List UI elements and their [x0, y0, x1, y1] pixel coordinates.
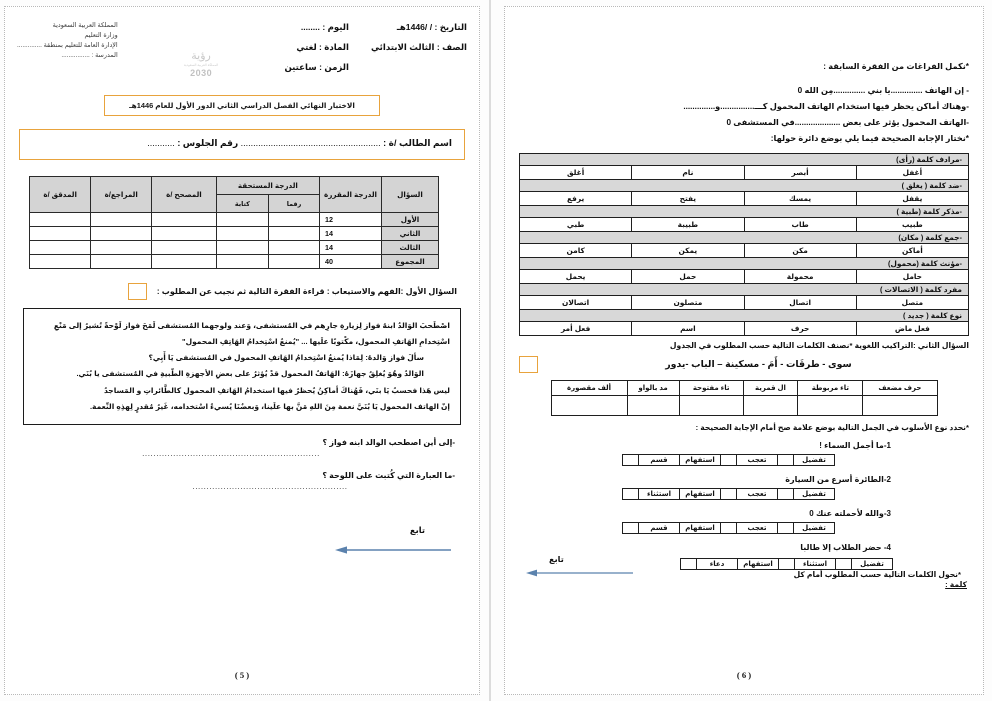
grades-table-body [30, 213, 439, 269]
style-option[interactable]: تفضيل [851, 558, 893, 570]
sub-question-1-answer-line[interactable]: ............................................................... [142, 448, 320, 458]
vocab-option[interactable]: فعل ماض [856, 321, 968, 335]
vocab-option[interactable]: اتصالان [520, 295, 632, 309]
table-row [520, 153, 969, 165]
vocab-option[interactable]: مكن [744, 243, 856, 257]
vocab-option[interactable]: نام [632, 165, 744, 179]
student-name-label: اسم الطالب /ة : [380, 138, 452, 148]
ministry-line-school: المدرسة : ................ [61, 51, 118, 59]
style-option-tick[interactable] [777, 488, 794, 500]
classify-table [551, 380, 938, 416]
style-option[interactable]: تعجب [736, 488, 778, 500]
vocab-option[interactable]: أغلق [520, 165, 632, 179]
fill-blank-line-1[interactable]: - إن الهاتف ..............يا بني ..............مِن الله 0 [797, 85, 969, 95]
grades-header-row [30, 177, 439, 195]
ministry-line-directorate: الإدارة العامة للتعليم بمنطقة .............. [17, 41, 118, 49]
question-one-score-box[interactable] [128, 283, 147, 300]
fill-blanks-block [519, 59, 969, 147]
style-option-tick[interactable] [622, 488, 639, 500]
page-gutter [489, 0, 491, 701]
row-reviewer[interactable] [91, 227, 152, 241]
field-empty [371, 62, 467, 73]
ministry-line-ministry: وزارة التعليم [84, 31, 118, 39]
row-earned-numeric[interactable] [268, 213, 319, 227]
style-option[interactable]: قسم [638, 454, 680, 466]
style-options-row [519, 522, 969, 534]
row-label: الأول [382, 213, 439, 227]
row-label: الثاني [382, 227, 439, 241]
row-corrector[interactable] [152, 241, 217, 255]
student-name-dots[interactable]: ........................................................ [240, 138, 381, 148]
vocab-label: -ضد كلمة ( يغلق ) [520, 179, 969, 191]
reading-passage [23, 308, 461, 425]
table-row [520, 257, 969, 269]
style-option-tick[interactable] [680, 558, 697, 570]
row-label: المجموع [382, 255, 439, 269]
vocab-label: -مرادف كلمة (رأى) [520, 153, 969, 165]
row-assigned-mark: 40 [320, 255, 382, 269]
vocab-option[interactable]: متصلون [632, 295, 744, 309]
style-option-tick[interactable] [622, 522, 639, 534]
vision-logo-year: 2030 [190, 67, 213, 78]
classify-col-5: ألف مقصورة [551, 380, 627, 395]
classify-col-3: تاء مفتوحة [679, 380, 743, 395]
style-question-text: 3-والله لأحملته عنك 0 [809, 508, 891, 518]
vocab-label: -مؤنث كلمة (محمول) [520, 257, 969, 269]
table-row [520, 165, 969, 179]
table-row [30, 255, 439, 269]
row-earned-numeric[interactable] [268, 255, 319, 269]
table-row [520, 295, 969, 309]
vocab-option[interactable]: يفتح [632, 191, 744, 205]
col-earned-numeric: رقما [268, 195, 319, 213]
classify-col-2: ال قمرية [743, 380, 798, 395]
style-option-tick[interactable] [720, 522, 737, 534]
style-option-tick[interactable] [777, 454, 794, 466]
classify-answer-cell[interactable] [743, 395, 798, 415]
style-option[interactable]: استثناء [638, 488, 680, 500]
passage-line: اسْتِخدامِ الهَاتفِ المحمول، مكْتوبًا علَيها ... "يُمنعُ اسْتِخدامُ الهَاتِفِ المحمول" [182, 337, 450, 347]
vocab-option[interactable]: فعل أمر [520, 321, 632, 335]
style-option[interactable]: تفضيل [793, 454, 835, 466]
arrow-left-icon [525, 567, 635, 579]
vocab-option[interactable]: يمكن [632, 243, 744, 257]
row-earned-numeric[interactable] [268, 227, 319, 241]
table-row [520, 283, 969, 295]
style-option-tick[interactable] [777, 522, 794, 534]
vocab-label: -جمع كلمة ( مكان) [520, 231, 969, 243]
classify-col-4: مد بالواو [627, 380, 679, 395]
row-assigned-mark: 12 [320, 213, 382, 227]
continue-arrow-left-wrap [17, 543, 467, 561]
row-auditor[interactable] [30, 227, 91, 241]
row-reviewer[interactable] [91, 241, 152, 255]
style-option-tick[interactable] [835, 558, 852, 570]
vocab-option[interactable]: متصل [856, 295, 968, 309]
classify-col-1: تاء مربوطة [798, 380, 863, 395]
table-row [30, 241, 439, 255]
classify-table-head [551, 380, 937, 395]
row-earned-written[interactable] [216, 255, 268, 269]
vocab-option[interactable]: حامل [856, 269, 968, 283]
field-date: التاريخ : / /1446هـ [396, 22, 467, 32]
page-header [17, 17, 467, 89]
passage-line: سألَ فواز وَالدهُ: لِمَاذا يُمنعُ اسْتِخدامُ الهَاتفِ المحمول في المُستشفى يَا أَبِي؟ [148, 353, 424, 363]
vocab-label: نوع كلمة ( جديد ) [520, 309, 969, 321]
style-option-tick[interactable] [778, 558, 795, 570]
vision-logo-mark: رؤية [191, 49, 211, 62]
vocab-option[interactable]: يقفل [856, 191, 968, 205]
arrow-left-icon [333, 544, 453, 556]
fill-blanks-head: *نكمل الفراغات من الفقرة السابقة : [823, 62, 969, 71]
vocab-option[interactable]: يرفع [520, 191, 632, 205]
row-corrector[interactable] [152, 213, 217, 227]
transform-word-label: كلمة : [945, 579, 967, 589]
exam-page-6 [504, 6, 984, 695]
vocab-option[interactable]: أبصر [744, 165, 856, 179]
col-assigned: الدرجة المقررة [320, 177, 382, 213]
vocab-option[interactable]: اتصال [744, 295, 856, 309]
exam-page-5 [4, 6, 480, 695]
exam-title-banner: الاختبار النهائي الفصل الدراسي الثاني الدور الأول للعام 1446هـ [104, 95, 380, 116]
classify-answer-cell[interactable] [627, 395, 679, 415]
sub-question-1: -إلى أين اصطحب الوالد ابنه فواز ؟ [322, 437, 455, 447]
col-earned-written: كتابة [216, 195, 268, 213]
style-option-tick[interactable] [720, 454, 737, 466]
vocab-option[interactable]: كامن [520, 243, 632, 257]
field-day: اليوم : ........ [300, 22, 349, 32]
style-question-text: 2-الطائرة أسرع من السيارة [785, 474, 891, 484]
question-one-title: السؤال الأول :الفهم والاستيعاب : قراءة الفقرة التالية ثم نجيب عن المطلوب : [156, 287, 457, 296]
row-label: الثالث [382, 241, 439, 255]
fill-blank-line-2[interactable]: -وهناك أماكن يحظر فيها استخدام الهاتف المحمول كـــ...............و.............. [683, 101, 969, 111]
table-row [520, 321, 969, 335]
seat-number-dots[interactable]: ........... [147, 138, 175, 148]
table-row [520, 179, 969, 191]
passage-line: الوَالدُ وهُوَ يُغلِقُ جهازَهُ: الهَاتفُ المحمول قدْ يُؤثرُ على بعضِ الأجهزةِ الطّبيةِ في المُستشفى يا بُنَي. [76, 369, 424, 379]
vocab-option[interactable]: حرف [744, 321, 856, 335]
style-option-tick[interactable] [622, 454, 639, 466]
vocab-label: -مذكر كلمة (طبية ) [520, 205, 969, 217]
style-item-2 [519, 475, 969, 500]
sub-question-2: -ما العبارة التي كُتبت على اللوحة ؟ [322, 470, 455, 480]
field-grade: الصف : الثالث الابتدائي [370, 42, 467, 52]
grades-table-head [30, 177, 439, 213]
choose-correct-head: *نختار الإجابة الصحيحة فيما يلي بوضع دائرة حولها: [770, 133, 969, 143]
style-question-head: *نحدد نوع الأسلوب في الجمل التالية بوضع علامة صح أمام الإجابة الصحيحة : [695, 422, 969, 432]
question-two-score-box[interactable] [519, 356, 538, 373]
vocab-option[interactable]: حمل [632, 269, 744, 283]
table-row [30, 227, 439, 241]
question-two-word-list: سوى - طرقَات - أَمَ - مسكينة – الباب -يدور [665, 358, 852, 370]
style-option[interactable]: دعاء [696, 558, 738, 570]
style-option[interactable]: استفهام [679, 454, 721, 466]
row-auditor[interactable] [30, 241, 91, 255]
style-item-3 [519, 509, 969, 534]
grades-table-wrap [29, 176, 439, 269]
table-row [520, 269, 969, 283]
table-row [520, 217, 969, 231]
page-number-left: ( 5 ) [234, 670, 250, 680]
vision-2030-logo [177, 43, 225, 83]
vocab-option[interactable]: اسم [632, 321, 744, 335]
table-row [520, 191, 969, 205]
style-options-row [519, 488, 969, 500]
col-auditor: المدقق /ة [30, 177, 91, 213]
continue-label-left: تابع [409, 524, 425, 535]
style-option[interactable]: تعجب [736, 454, 778, 466]
row-corrector[interactable] [152, 227, 217, 241]
grades-table [29, 176, 439, 269]
classify-answer-cell[interactable] [863, 395, 937, 415]
vocab-option[interactable]: أماكن [856, 243, 968, 257]
page-number-right: ( 6 ) [736, 670, 752, 680]
vocab-option[interactable]: طبيب [856, 217, 968, 231]
style-option[interactable]: استفهام [737, 558, 779, 570]
sub-question-2-answer-line[interactable]: ....................................................... [192, 481, 348, 491]
row-reviewer[interactable] [91, 255, 152, 269]
style-item-4 [519, 543, 969, 589]
col-reviewer: المراجع/ة [91, 177, 152, 213]
seat-number-label: رقم الجلوس : [174, 138, 241, 148]
row-assigned-mark: 14 [320, 241, 382, 255]
question-two-title: السؤال الثاني :التراكيب اللغوية *نصنف الكلمات التالية حسب المطلوب في الجدول [669, 340, 969, 350]
style-options-row [519, 454, 969, 466]
vocab-option[interactable]: أغفل [856, 165, 968, 179]
style-options-row [635, 558, 969, 570]
row-corrector[interactable] [152, 255, 217, 269]
question-two-words-row [519, 356, 969, 373]
header-fields [284, 17, 467, 73]
row-earned-written[interactable] [216, 227, 268, 241]
style-option[interactable]: تعجب [736, 522, 778, 534]
row-reviewer[interactable] [91, 213, 152, 227]
vocab-option[interactable]: يمسك [744, 191, 856, 205]
vocab-option[interactable]: طبي [520, 217, 632, 231]
table-row [520, 243, 969, 257]
field-time: الزمن : ساعتين [284, 62, 349, 72]
field-subject: المادة : لغتي [296, 42, 349, 52]
continue-arrow-right-wrap [519, 566, 635, 584]
vocab-option[interactable]: طاب [744, 217, 856, 231]
style-item-4-row [519, 554, 969, 589]
vocab-option[interactable]: محمولة [744, 269, 856, 283]
style-option[interactable]: تفضيل [793, 488, 835, 500]
row-auditor[interactable] [30, 255, 91, 269]
classify-table-body [551, 395, 937, 415]
table-row [551, 395, 937, 415]
student-name-box [19, 129, 465, 160]
ministry-line-kingdom: المملكة العربية السعودية [52, 22, 118, 29]
style-question-text: 4- حضر الطلاب إلا طالبا [800, 542, 891, 552]
passage-line: ليس هَذا فحسبُ يَا بنَي، فَهُناكَ أماكِنُ يُحظرُ فيها استخدامُ الهَاتفِ المحمول كالطَّائراتِ و المَساجدُ [103, 385, 450, 395]
classify-col-0: حرف مضعف [863, 380, 937, 395]
fill-blank-line-3[interactable]: -الهاتف المحمول يؤثر على بعض ....................في المستشفى 0 [726, 117, 969, 127]
classify-answer-cell[interactable] [679, 395, 743, 415]
classify-header-row [551, 380, 937, 395]
passage-line: اصْطَحبَ الوَالدُ ابنهُ فواز لِزيارةِ جارِهم في المُستشفى، وَعند ولوجهما المُستشفى لَمَحَ فواز لَوْحةً تُشيرُ إلى مَنْعِ [53, 321, 450, 330]
vocab-option[interactable]: يحمل [520, 269, 632, 283]
classify-answer-cell[interactable] [798, 395, 863, 415]
table-row [520, 231, 969, 243]
row-earned-numeric[interactable] [268, 241, 319, 255]
style-item-1 [519, 441, 969, 466]
vocabulary-choice-table [519, 153, 969, 336]
vocab-label: مفرد كلمة ( الاتصالات ) [520, 283, 969, 295]
col-question: السؤال [382, 177, 439, 213]
col-earned: الدرجة المستحقة [216, 177, 319, 195]
passage-line: إنّ الهاتف المحمول يَا بُنَيَّ نعمة مِنَ اللهِ مَنَّ بها علَينا، وَبعضُنَا يُسيءُ اسْتخدامه، غَيرُ مُقدرٍ لِهذِهِ النِّعمة. [89, 401, 450, 411]
row-assigned-mark: 14 [320, 227, 382, 241]
question-one-line [27, 283, 457, 300]
table-row [520, 205, 969, 217]
table-row [30, 213, 439, 227]
style-option-tick[interactable] [720, 488, 737, 500]
col-corrector: المصحح /ة [152, 177, 217, 213]
row-earned-written[interactable] [216, 241, 268, 255]
table-row [520, 309, 969, 321]
ministry-block [17, 17, 118, 61]
style-option[interactable]: استفهام [679, 488, 721, 500]
style-option[interactable]: استثناء [794, 558, 836, 570]
transform-instruction: *نحول الكلمات التالية حسب المطلوب أمام كل [793, 569, 961, 579]
style-option[interactable]: استفهام [679, 522, 721, 534]
row-auditor[interactable] [30, 213, 91, 227]
style-option[interactable]: قسم [638, 522, 680, 534]
vision-logo-subtitle: المملكة العربية السعودية [183, 62, 219, 67]
vocab-option[interactable]: طبيبة [632, 217, 744, 231]
row-earned-written[interactable] [216, 213, 268, 227]
classify-answer-cell[interactable] [551, 395, 627, 415]
continue-label-right: تابع [549, 554, 564, 564]
style-option[interactable]: تفضيل [793, 522, 835, 534]
style-question-text: 1-ما أجمل السماء ! [819, 440, 891, 450]
vocabulary-table-body [520, 153, 969, 335]
